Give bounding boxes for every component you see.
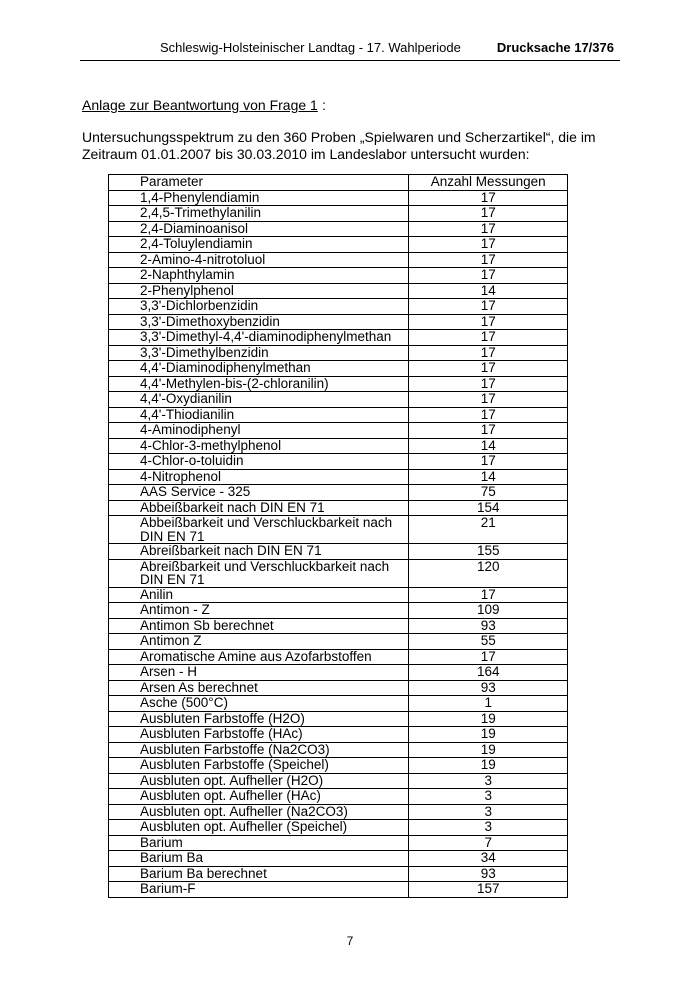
table-row: [109, 804, 568, 820]
table-header-row: [109, 175, 568, 191]
table-row: [109, 438, 568, 454]
parameter-cell: 4-Chlor-o-toluidin: [109, 454, 409, 470]
parameter-cell: Ausbluten opt. Aufheller (Na2CO3): [109, 804, 409, 820]
table-row: [109, 190, 568, 206]
parameter-cell: Ausbluten opt. Aufheller (H2O): [109, 773, 409, 789]
count-cell: 21: [409, 516, 568, 544]
parameter-cell: 2,4-Diaminoanisol: [109, 221, 409, 237]
table-row: [109, 649, 568, 665]
table-row: [109, 516, 568, 544]
count-cell: 17: [409, 649, 568, 665]
parameter-cell: Ausbluten Farbstoffe (Na2CO3): [109, 742, 409, 758]
count-cell: 17: [409, 345, 568, 361]
table-row: [109, 618, 568, 634]
parameter-cell: 4-Aminodiphenyl: [109, 423, 409, 439]
table-row: [109, 485, 568, 501]
count-cell: 19: [409, 758, 568, 774]
count-cell: 93: [409, 618, 568, 634]
table-row: [109, 680, 568, 696]
count-cell: 17: [409, 454, 568, 470]
parameter-cell: 3,3'-Dimethylbenzidin: [109, 345, 409, 361]
header-title: Schleswig-Holsteinischer Landtag - 17. Wahlperiode: [160, 40, 461, 55]
parameter-cell: Antimon Z: [109, 634, 409, 650]
table-row: [109, 696, 568, 712]
table-row: [109, 835, 568, 851]
table-row: [109, 789, 568, 805]
table-row: [109, 820, 568, 836]
count-cell: 3: [409, 789, 568, 805]
parameter-cell: Abreißbarkeit nach DIN EN 71: [109, 544, 409, 560]
count-cell: 14: [409, 438, 568, 454]
parameter-cell: Ausbluten Farbstoffe (Speichel): [109, 758, 409, 774]
parameter-cell: 3,3'-Dichlorbenzidin: [109, 299, 409, 315]
count-cell: 1: [409, 696, 568, 712]
table-row: [109, 423, 568, 439]
section-heading-colon: :: [322, 97, 326, 113]
count-cell: 3: [409, 773, 568, 789]
parameter-cell: 4,4'-Methylen-bis-(2-chloranilin): [109, 376, 409, 392]
parameter-cell: 4-Nitrophenol: [109, 469, 409, 485]
table-row: [109, 500, 568, 516]
parameter-cell: 2,4,5-Trimethylanilin: [109, 206, 409, 222]
parameter-cell: 4-Chlor-3-methylphenol: [109, 438, 409, 454]
parameter-cell: Abreißbarkeit und Verschluckbarkeit nach DIN EN 71: [109, 559, 409, 587]
count-cell: 17: [409, 268, 568, 284]
table-row: [109, 268, 568, 284]
count-cell: 93: [409, 680, 568, 696]
count-cell: 75: [409, 485, 568, 501]
count-cell: 17: [409, 407, 568, 423]
count-cell: 34: [409, 851, 568, 867]
parameter-cell: Ausbluten Farbstoffe (HAc): [109, 727, 409, 743]
parameter-cell: 2-Amino-4-nitrotoluol: [109, 252, 409, 268]
parameter-cell: 2,4-Toluylendiamin: [109, 237, 409, 253]
count-cell: 120: [409, 559, 568, 587]
parameter-cell: Abbeißbarkeit nach DIN EN 71: [109, 500, 409, 516]
page-header: [80, 38, 620, 61]
parameter-cell: 1,4-Phenylendiamin: [109, 190, 409, 206]
parameter-table: [108, 174, 568, 898]
count-cell: 154: [409, 500, 568, 516]
parameter-cell: Asche (500°C): [109, 696, 409, 712]
count-cell: 19: [409, 727, 568, 743]
table-row: [109, 742, 568, 758]
table-row: [109, 773, 568, 789]
table-row: [109, 299, 568, 315]
page-number: 7: [346, 934, 354, 948]
count-cell: 17: [409, 423, 568, 439]
count-cell: 17: [409, 376, 568, 392]
parameter-cell: Ausbluten Farbstoffe (H2O): [109, 711, 409, 727]
table-row: [109, 603, 568, 619]
count-cell: 17: [409, 237, 568, 253]
count-cell: 17: [409, 206, 568, 222]
parameter-cell: 4,4'-Diaminodiphenylmethan: [109, 361, 409, 377]
count-cell: 17: [409, 252, 568, 268]
count-cell: 17: [409, 299, 568, 315]
table-row: [109, 376, 568, 392]
table-row: [109, 851, 568, 867]
table-row: [109, 882, 568, 898]
count-cell: 17: [409, 361, 568, 377]
table-row: [109, 758, 568, 774]
parameter-cell: 3,3'-Dimethyl-4,4'-diaminodiphenylmethan: [109, 330, 409, 346]
parameter-cell: Barium Ba: [109, 851, 409, 867]
count-cell: 93: [409, 866, 568, 882]
count-cell: 55: [409, 634, 568, 650]
table-row: [109, 727, 568, 743]
parameter-cell: Barium-F: [109, 882, 409, 898]
header-cell-count: Anzahl Messungen: [409, 175, 568, 191]
parameter-cell: 4,4'-Thiodianilin: [109, 407, 409, 423]
table-row: [109, 392, 568, 408]
parameter-cell: Aromatische Amine aus Azofarbstoffen: [109, 649, 409, 665]
count-cell: 3: [409, 820, 568, 836]
table-row: [109, 330, 568, 346]
intro-paragraph: Untersuchungsspektrum zu den 360 Proben „Spielwaren und Scherzartikel“, die im Zeitraum 01.01.2007 bis 30.03.2010 im Landeslabor untersucht wurden:: [82, 129, 596, 162]
parameter-table-body: [109, 175, 568, 898]
parameter-cell: Antimon Sb berechnet: [109, 618, 409, 634]
count-cell: 7: [409, 835, 568, 851]
count-cell: 19: [409, 711, 568, 727]
table-row: [109, 587, 568, 603]
table-row: [109, 361, 568, 377]
parameter-cell: 3,3'-Dimethoxybenzidin: [109, 314, 409, 330]
count-cell: 164: [409, 665, 568, 681]
table-row: [109, 221, 568, 237]
table-row: [109, 544, 568, 560]
section-heading: Anlage zur Beantwortung von Frage 1: [82, 97, 318, 113]
count-cell: 155: [409, 544, 568, 560]
count-cell: 17: [409, 330, 568, 346]
header-drucksache: Drucksache 17/376: [496, 40, 614, 55]
table-row: [109, 665, 568, 681]
count-cell: 17: [409, 392, 568, 408]
count-cell: 109: [409, 603, 568, 619]
count-cell: 14: [409, 283, 568, 299]
parameter-cell: Ausbluten opt. Aufheller (HAc): [109, 789, 409, 805]
count-cell: 17: [409, 221, 568, 237]
table-row: [109, 283, 568, 299]
count-cell: 17: [409, 587, 568, 603]
parameter-cell: Arsen - H: [109, 665, 409, 681]
parameter-cell: Ausbluten opt. Aufheller (Speichel): [109, 820, 409, 836]
table-row: [109, 469, 568, 485]
parameter-cell: Abbeißbarkeit und Verschluckbarkeit nach DIN EN 71: [109, 516, 409, 544]
table-row: [109, 634, 568, 650]
table-row: [109, 866, 568, 882]
count-cell: 14: [409, 469, 568, 485]
header-cell-parameter: Parameter: [109, 175, 409, 191]
count-cell: 157: [409, 882, 568, 898]
table-row: [109, 407, 568, 423]
table-row: [109, 252, 568, 268]
parameter-cell: 2-Phenylphenol: [109, 283, 409, 299]
parameter-cell: Antimon - Z: [109, 603, 409, 619]
table-row: [109, 559, 568, 587]
table-row: [109, 206, 568, 222]
parameter-cell: 2-Naphthylamin: [109, 268, 409, 284]
count-cell: 17: [409, 190, 568, 206]
table-row: [109, 314, 568, 330]
parameter-cell: 4,4'-Oxydianilin: [109, 392, 409, 408]
parameter-cell: Barium: [109, 835, 409, 851]
parameter-cell: Barium Ba berechnet: [109, 866, 409, 882]
parameter-cell: Anilin: [109, 587, 409, 603]
count-cell: 17: [409, 314, 568, 330]
table-row: [109, 345, 568, 361]
parameter-cell: AAS Service - 325: [109, 485, 409, 501]
parameter-cell: Arsen As berechnet: [109, 680, 409, 696]
table-row: [109, 454, 568, 470]
table-row: [109, 711, 568, 727]
count-cell: 19: [409, 742, 568, 758]
table-row: [109, 237, 568, 253]
count-cell: 3: [409, 804, 568, 820]
